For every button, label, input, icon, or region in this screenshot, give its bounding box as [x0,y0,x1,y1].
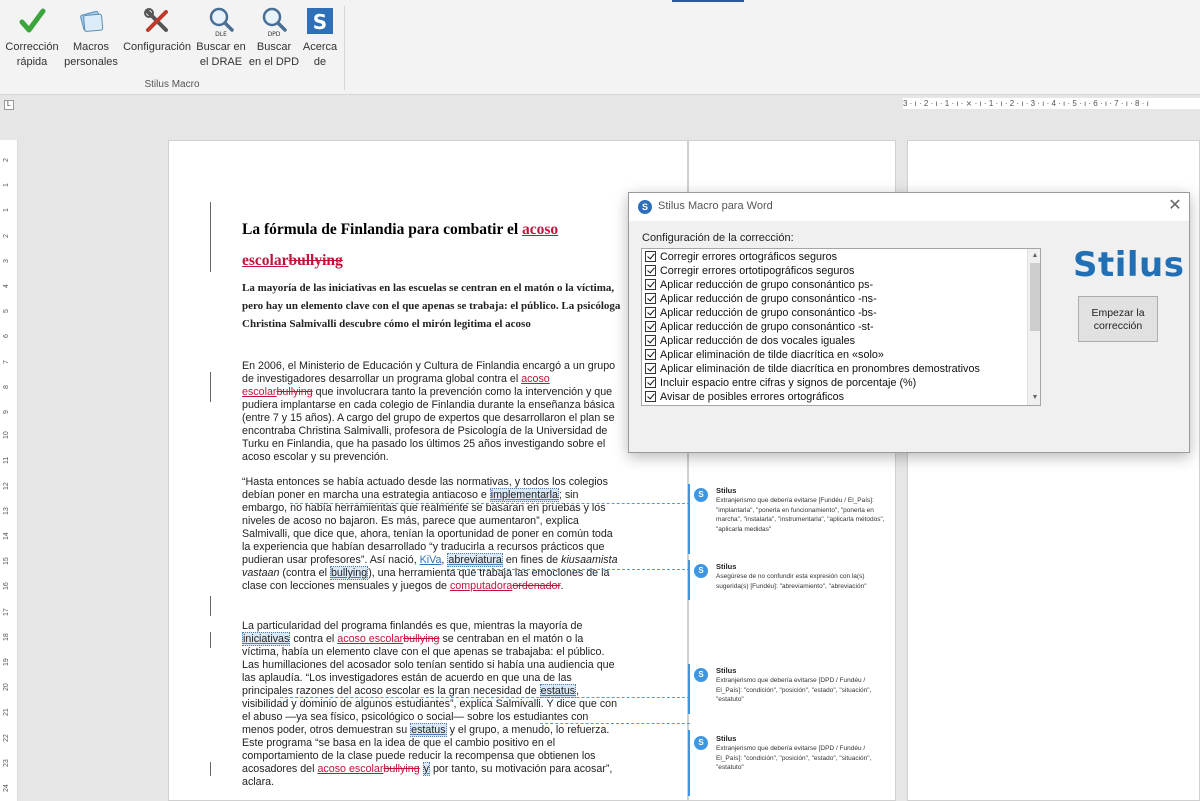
option-row[interactable] [645,348,884,362]
options-scrollbar[interactable] [1027,249,1041,405]
comment-text: Extranjerismo que debería evitarse [Fundéu / El_País]: "implantarla", "ponerla en funcionamiento", "ponerla en marcha", "instalarla", "instrumentarla", "aplicarla métodos", "aplicarla medidas" [716,497,885,533]
text-run: se centraban en el matón o la víctima, había un elemento clave con el que apenas se trabajaba: el público. Las humillaciones del acosador solo tenían sentido si había una audiencia que las aplaudía. “Los investigadores están de acuerdo en que una de las principales razones del acoso escolar es la gran necesidad de [242,633,615,697]
ruler-number: 1 [3,183,10,188]
option-row[interactable] [645,292,877,306]
close-button[interactable]: ✕ [1168,197,1182,214]
ruler-number: 15 [3,557,10,566]
comment-bar [688,560,690,600]
option-checkbox[interactable] [645,307,656,318]
option-row[interactable] [645,250,837,264]
horizontal-ruler[interactable] [0,95,1200,113]
quick-correction-label-2: rápida [16,56,48,68]
personal-macros-button[interactable] [62,6,120,70]
comment-connector [280,697,690,698]
text-run: por tanto, su motivación para acosar”, aclara. [242,763,613,788]
flagged-word[interactable]: abreviatura [448,554,502,566]
text-run: , [441,554,448,566]
ruler-number: 3 [3,258,10,263]
text-run: en fines de [502,554,562,566]
ruler-number: 2 [3,158,10,162]
comment-author: Stilus [716,734,737,743]
text-run: ), una herramienta que trabaja las emociones de la clase con lecciones mensuales y juegos de [242,567,610,592]
start-correction-button[interactable] [1078,296,1158,342]
options-list[interactable] [641,248,1041,406]
deleted-text[interactable]: bullying [403,633,440,645]
configuration-button[interactable] [120,6,194,55]
option-label: Corregir errores ortográficos seguros [660,251,838,263]
comment-connector [290,503,690,504]
article-subtitle[interactable]: La mayoría de las iniciativas en las escuelas se centran en el matón o la víctima, pero hay un elemento clave con el que apenas se trabaja: el público. La psicóloga Christina Salmivalli descubre cómo el mirón legitima el acoso [242,282,621,330]
option-row[interactable] [645,306,877,320]
quick-correction-button[interactable] [2,6,62,70]
stilus-logo-icon: S [638,200,652,214]
option-row[interactable] [645,320,874,334]
paragraph-2[interactable] [242,476,622,593]
option-checkbox[interactable] [645,377,656,388]
comment-balloon[interactable] [694,564,889,604]
comment-balloon[interactable] [694,488,889,548]
inserted-text[interactable]: acoso escolar [242,221,559,269]
start-correction-label-1: Empezar la [1091,307,1145,319]
ruler-number: 21 [3,708,10,717]
deleted-text[interactable]: ordenador [512,580,561,592]
ruler-scale[interactable]: 3 · ı · 2 · ı · 1 · ı · ⨯ · ı · 1 · ı · 2 · ı · 3 · ı · 4 · ı · 5 · ı · 6 · ı · 7 · ı · 8 · ı [903,98,1200,109]
flagged-word[interactable]: implementarla [490,489,558,501]
deleted-text[interactable]: bullying [276,386,313,398]
ruler-number: 7 [3,359,10,364]
dpd-badge: DPD [267,31,281,36]
stilus-dialog[interactable] [628,192,1190,453]
stilus-avatar-icon: S [694,564,708,578]
option-checkbox[interactable] [645,251,656,262]
comment-author: Stilus [716,486,737,495]
inserted-text[interactable]: acoso escolar [337,633,404,645]
option-checkbox[interactable] [645,349,656,360]
start-correction-label-2: corrección [1093,320,1143,332]
option-row[interactable] [645,278,873,292]
comment-text: Asegúrese de no confundir esta expresión con la(s) sugerida(s) [Fundéu]: "abreviamiento", "abreviación" [716,573,867,590]
search-dpd-label-1: Buscar [256,41,292,53]
search-drae-button[interactable] [194,6,248,70]
stilus-avatar-icon: S [694,668,708,682]
option-checkbox[interactable] [645,279,656,290]
text-run: (contra el [279,567,330,579]
scroll-thumb[interactable] [1030,263,1040,331]
scroll-down-icon[interactable]: ▼ [1031,394,1039,401]
ruler-number: 14 [3,532,10,540]
flagged-word[interactable]: bullying [330,567,368,579]
comment-bar [688,730,690,796]
text-run: , visibilidad y dominio de algunos estudiantes”, explica Salmivalli. Y dice que con el abuso —ya sea físico, psicológico o social— sobre los estudiantes con menos poder, otros demuestran su [242,685,618,736]
ruler-number: 18 [3,633,10,641]
comment-balloon[interactable] [694,736,889,776]
option-label: Aplicar reducción de dos vocales iguales [660,335,856,347]
inserted-text[interactable]: computadora [449,580,513,592]
option-label: Aplicar reducción de grupo consonántico -st- [660,321,874,333]
ribbon [0,0,1200,95]
option-checkbox[interactable] [645,293,656,304]
option-label: Aplicar reducción de grupo consonántico ps- [660,279,874,291]
checkmark-icon [17,6,47,36]
ruler-number: 1 [3,208,10,213]
ruler-number: 2 [3,233,10,238]
text-run: La particularidad del programa finlandés es que, mientras la mayoría de [242,620,583,632]
settings-label: Configuración de la corrección: [642,232,794,244]
option-row[interactable] [645,362,980,376]
ruler-number: 10 [3,431,10,440]
text-run: que involucrara tanto la prevención como la intervención y que pudiera implantarse en cada colegio de Finlandia durante la enseñanza básica (entre 7 y 15 años). A cargo del grupo de expertos que desarrollaron el plan se encontraba Christina Salmivalli, profesora de Psicología de la Universidad de Turku en Finlandia, que ha pasado los últimos 25 años investigando sobre el acoso escolar y su prevención. [242,386,615,463]
ruler-number: 19 [3,658,10,666]
text-run: contra el [290,633,338,645]
scroll-up-icon[interactable]: ▲ [1031,252,1039,259]
ruler-number: 6 [3,334,10,339]
ruler-number: 5 [3,309,10,314]
option-row[interactable] [645,264,854,278]
comment-bar [688,484,690,554]
ruler-number: 16 [3,582,10,591]
ruler-number: 12 [3,481,10,490]
option-row[interactable] [645,334,855,348]
inserted-text[interactable]: acoso escolar [317,763,384,775]
drae-badge: DLE [215,31,227,36]
ribbon-group-label: Stilus Macro [144,79,200,90]
title-text: La fórmula de Finlandia para combatir el [242,221,523,238]
ruler-number: 8 [3,384,10,389]
flagged-word[interactable]: estatus [540,685,576,697]
inserted-text[interactable]: acoso escolar [242,373,550,398]
comment-balloon[interactable] [694,668,889,708]
magnifier-icon [259,6,289,36]
change-bar [210,372,211,402]
option-checkbox[interactable] [645,391,656,402]
paragraph-1[interactable] [242,360,622,464]
comment-bar [688,664,690,714]
comment-connector [447,569,690,570]
change-bar [210,202,211,272]
vertical-ruler[interactable] [0,140,18,801]
quick-correction-label-1: Corrección [5,41,59,53]
tools-icon [142,6,172,36]
configuration-label: Configuración [123,41,191,53]
comment-author: Stilus [716,666,737,675]
stilus-avatar-icon: S [694,488,708,502]
ruler-number: 23 [3,759,10,767]
change-bar [210,632,211,648]
stilus-logo-icon [305,6,335,36]
ruler-number: 22 [3,733,10,742]
ruler-number: 13 [3,507,10,515]
comment-text: Extranjerismo que debería evitarse [DPD / Fundéu / El_País]: "condición", "posición", "estado", "situación", "estatuto" [716,677,872,703]
option-label: Incluir espacio entre cifras y signos de porcentaje (%) [660,377,917,389]
text-run: y el grupo, a menudo, lo refuerza. Este programa “se basa en la idea de que el cambio positivo en el comportamiento de la clase puede reducir la recompensa que obtienen los acosadores del [242,724,610,775]
option-label: Avisar de posibles errores ortográficos [660,391,845,403]
about-button[interactable] [300,6,340,70]
option-checkbox[interactable] [645,335,656,346]
active-tab-indicator [672,0,744,2]
flagged-word[interactable]: y [423,763,429,775]
magnifier-icon [206,6,236,36]
search-dpd-button[interactable] [248,6,300,70]
comment-author: Stilus [716,562,737,571]
flagged-word[interactable]: iniciativas [243,633,290,645]
option-row[interactable] [645,376,916,390]
deleted-text[interactable]: bullying [288,252,343,269]
italic-text: kiusaamista vastaan [242,554,618,579]
text-run: “Hasta entonces se había actuado desde las normativas, y todos los colegios debían poner en marcha una estrategia antiacoso e [242,476,608,501]
option-label: Aplicar eliminación de tilde diacrítica en «solo» [660,349,884,361]
ruler-number: 24 [3,784,10,792]
hyperlink[interactable]: KiVa [419,554,442,566]
ruler-number: 20 [3,683,10,692]
option-row[interactable] [645,390,844,404]
search-drae-label-2: el DRAE [199,56,243,68]
personal-macros-label-1: Macros [72,41,110,53]
stilus-brand-logo: Stilus [1073,245,1185,285]
change-bar [210,596,211,616]
deleted-text[interactable]: bullying [383,763,420,775]
option-checkbox[interactable] [645,363,656,374]
comment-connector [540,723,690,724]
about-logo-letter: S [312,10,328,34]
option-label: Aplicar reducción de grupo consonántico -ns- [660,293,877,305]
text-run: . [560,580,564,592]
dialog-title: Stilus Macro para Word [658,200,773,212]
search-drae-label-1: Buscar en [196,41,246,53]
text-run: ; sin embargo, no había herramientas que realmente se basaran en pruebas y los niveles de acoso no bajaron. Es más, parece que aumentaron”, explica Salmivalli, que dice que, ahora, tenían la oportunidad de poner en común toda la experiencia que habían desarrollado “y traducirla a recursos prácticos que pudieran usar profesores”. Así nació, [242,489,613,566]
option-checkbox[interactable] [645,321,656,332]
search-dpd-label-2: en el DPD [248,56,300,68]
paragraph-3[interactable] [242,620,622,789]
ruler-number: 9 [3,410,10,414]
flagged-word[interactable]: estatus [411,724,446,736]
tab-selector[interactable]: L [4,100,14,110]
ruler-number: 4 [3,284,10,288]
option-label: Aplicar eliminación de tilde diacrítica en pronombres demostrativos [660,363,980,375]
ribbon-group-separator [344,6,345,90]
dialog-titlebar[interactable] [629,193,1189,221]
ruler-number: 17 [3,607,10,616]
article-title[interactable] [242,214,622,276]
document-icon [76,6,106,36]
change-bar [210,762,211,776]
option-label: Aplicar reducción de grupo consonántico -bs- [660,307,877,319]
ruler-number: 11 [3,457,10,465]
personal-macros-label-2: personales [64,56,118,68]
about-label-1: Acerca [302,41,338,53]
option-checkbox[interactable] [645,265,656,276]
about-label-2: de [313,56,327,68]
stilus-avatar-icon: S [694,736,708,750]
text-run: En 2006, el Ministerio de Educación y Cultura de Finlandia encargó a un grupo de investigadores desarrollar un programa global contra el [242,360,616,385]
option-label: Corregir errores ortotipográficos seguros [660,265,855,277]
comment-text: Extranjerismo que debería evitarse [DPD / Fundéu / El_País]: "condición", "posición", "estado", "situación", "estatuto" [716,745,872,771]
